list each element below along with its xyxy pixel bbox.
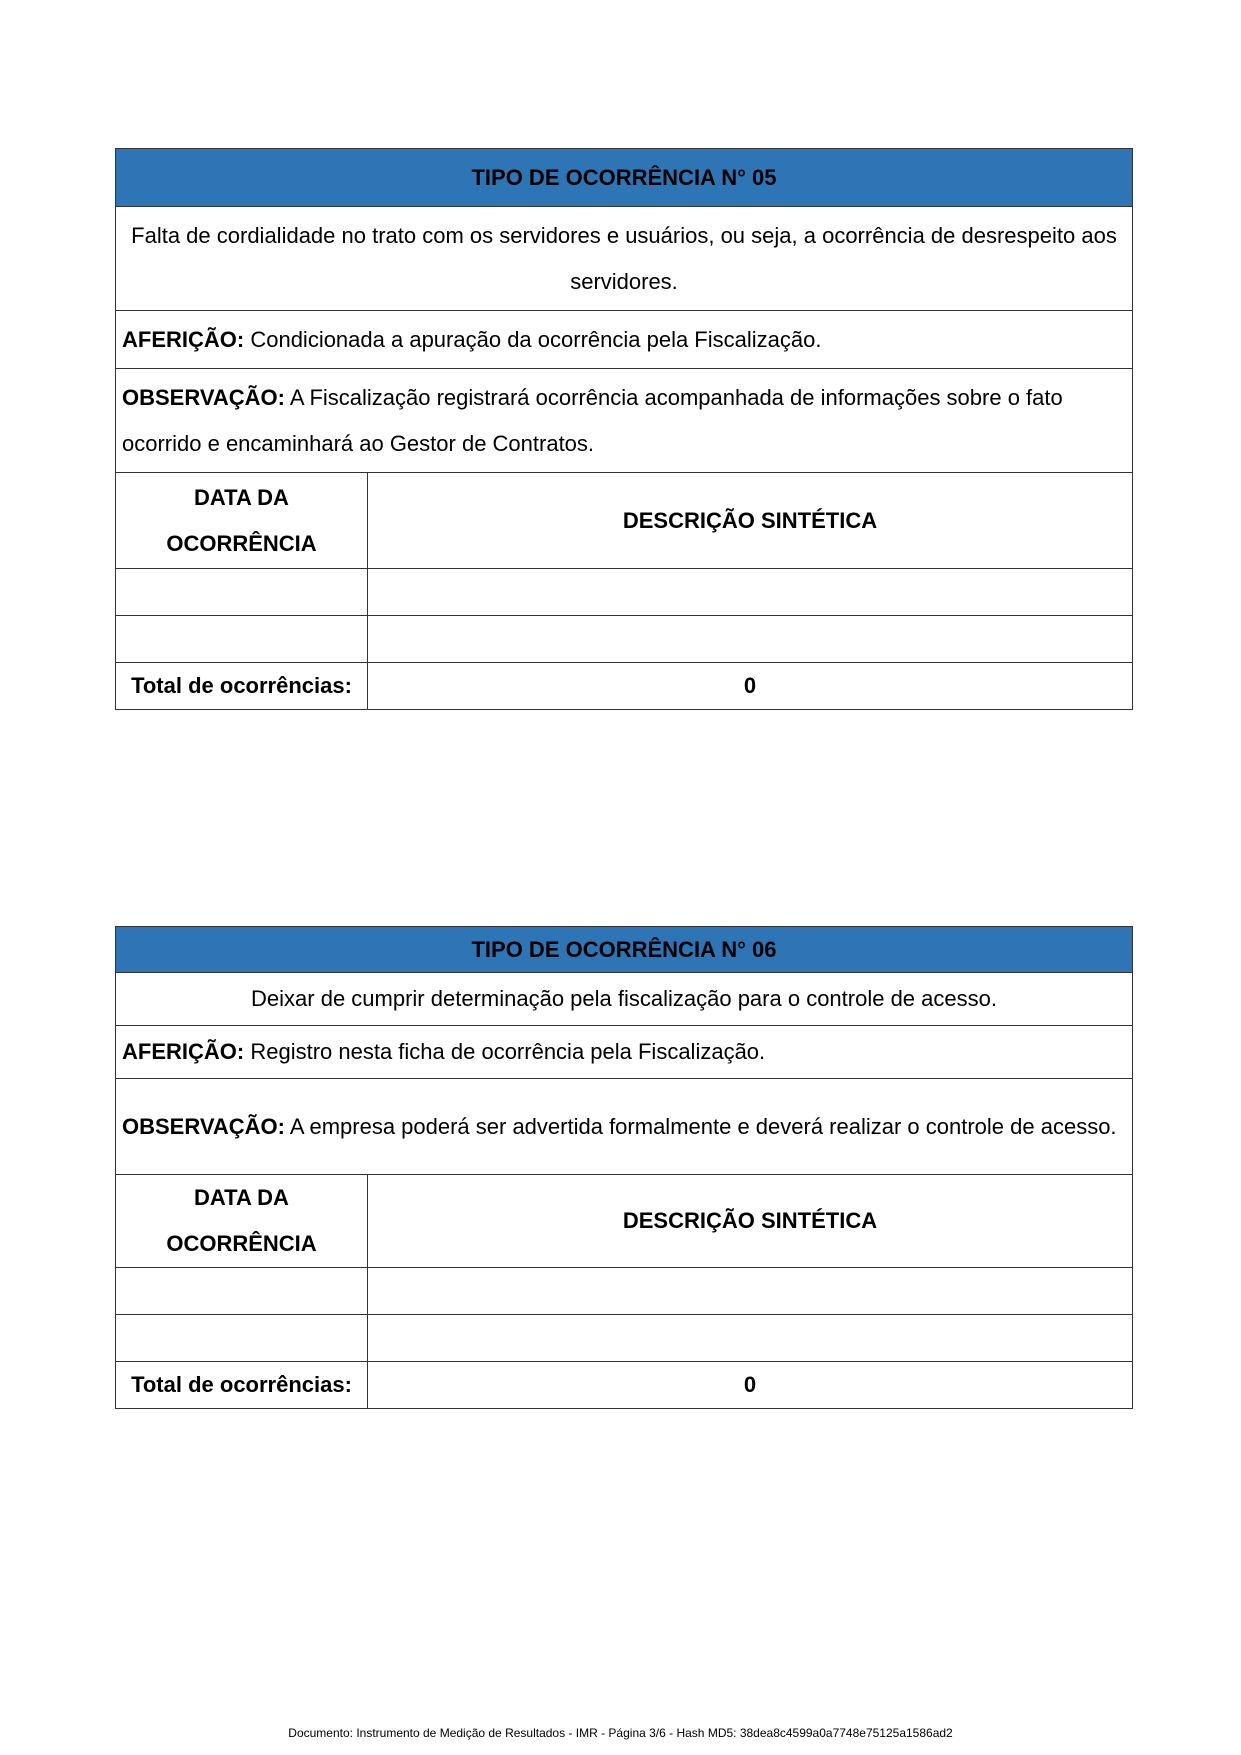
observacao-text: A Fiscalização registrará ocorrência acompanhada de informações sobre o fato ocorrido e encaminhará ao Gestor de Contratos.: [122, 384, 1063, 456]
date-cell[interactable]: [116, 616, 368, 663]
occurrence-table-05: [115, 148, 1133, 710]
afericao-row: [116, 311, 1133, 369]
total-value: 0: [368, 663, 1133, 710]
date-column-header: [116, 1175, 368, 1268]
description-cell[interactable]: [368, 1315, 1133, 1362]
date-cell[interactable]: [116, 1268, 368, 1315]
description-cell[interactable]: [368, 569, 1133, 616]
date-header-line2: OCORRÊNCIA: [166, 530, 317, 556]
table-title: TIPO DE OCORRÊNCIA N° 06: [116, 927, 1133, 973]
observacao-label: OBSERVAÇÃO:: [122, 1113, 285, 1139]
afericao-label: AFERIÇÃO:: [122, 326, 245, 352]
afericao-text: Registro nesta ficha de ocorrência pela Fiscalização.: [244, 1039, 766, 1064]
observacao-row: [116, 1079, 1133, 1175]
date-column-header: [116, 473, 368, 569]
date-header-line1: DATA DA: [194, 1185, 289, 1210]
page-footer: Documento: Instrumento de Medição de Resultados - IMR - Página 3/6 - Hash MD5: 38dea8c4599a0a7748e75125a1586ad2: [288, 1726, 953, 1740]
total-value: 0: [368, 1362, 1133, 1409]
description-cell[interactable]: [368, 1268, 1133, 1315]
date-cell[interactable]: [116, 569, 368, 616]
afericao-row: [116, 1026, 1133, 1079]
table-title: TIPO DE OCORRÊNCIA N° 05: [116, 149, 1133, 207]
total-label: Total de ocorrências:: [116, 663, 368, 710]
date-cell[interactable]: [116, 1315, 368, 1362]
table-row: [116, 569, 1133, 616]
total-label: Total de ocorrências:: [116, 1362, 368, 1409]
observacao-row: [116, 369, 1133, 473]
description-cell[interactable]: [368, 616, 1133, 663]
date-header-line2: OCORRÊNCIA: [166, 1231, 317, 1256]
occurrence-description: Falta de cordialidade no trato com os servidores e usuários, ou seja, a ocorrência de desrespeito aos servidores.: [116, 207, 1133, 311]
table-row: [116, 1315, 1133, 1362]
description-column-header: DESCRIÇÃO SINTÉTICA: [368, 473, 1133, 569]
afericao-label: AFERIÇÃO:: [122, 1039, 245, 1064]
occurrence-table-06: [115, 926, 1133, 1409]
table-row: [116, 616, 1133, 663]
table-row: [116, 1268, 1133, 1315]
observacao-text: A empresa poderá ser advertida formalmente e deverá realizar o controle de acesso.: [284, 1113, 1117, 1139]
date-header-line1: DATA DA: [194, 484, 289, 510]
observacao-label: OBSERVAÇÃO:: [122, 384, 285, 410]
description-column-header: DESCRIÇÃO SINTÉTICA: [368, 1175, 1133, 1268]
occurrence-description: Deixar de cumprir determinação pela fiscalização para o controle de acesso.: [116, 973, 1133, 1026]
afericao-text: Condicionada a apuração da ocorrência pela Fiscalização.: [244, 326, 822, 352]
